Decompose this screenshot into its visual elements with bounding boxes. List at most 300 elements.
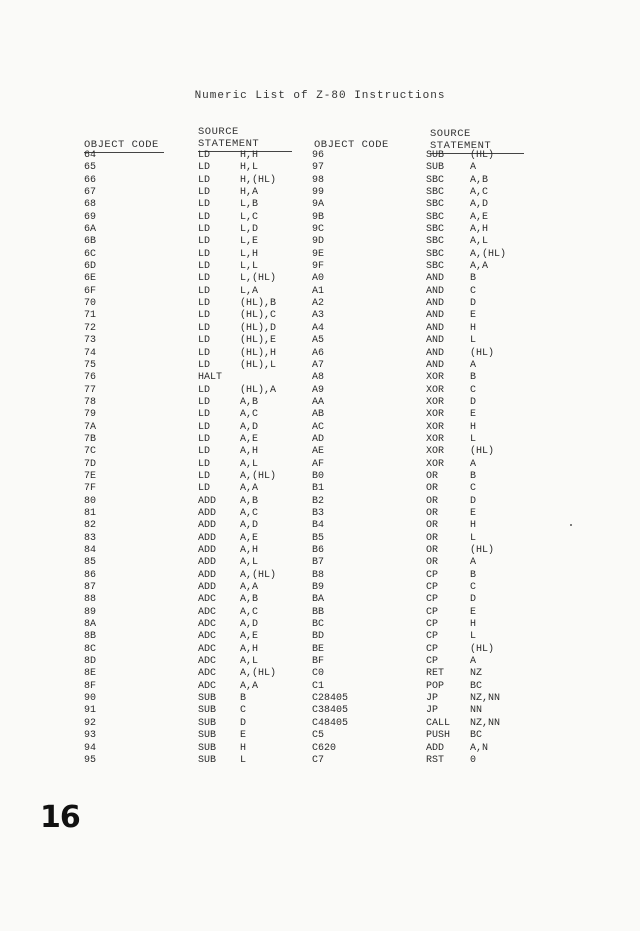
object-code: B2 — [312, 495, 325, 507]
object-code: C48405 — [312, 717, 349, 729]
object-code: AC — [312, 421, 325, 433]
operand: C — [470, 582, 477, 594]
operand: (HL) — [470, 347, 495, 359]
operand: A,A — [240, 483, 259, 495]
right-instruction-row — [312, 656, 552, 668]
mnemonic: AND — [426, 347, 445, 359]
mnemonic: CP — [426, 619, 439, 631]
right-instruction-row — [312, 385, 552, 397]
right-instruction-row — [312, 607, 552, 619]
operand: D — [470, 298, 477, 310]
operand: (HL),A — [240, 384, 277, 396]
object-code: B4 — [312, 520, 325, 532]
mnemonic: ADD — [198, 507, 217, 519]
operand: A — [470, 359, 477, 371]
mnemonic: ADC — [198, 643, 217, 655]
mnemonic: ADC — [198, 680, 217, 692]
object-code: 73 — [84, 335, 97, 347]
operand: A,(HL) — [240, 569, 277, 581]
object-code: 8F — [84, 680, 97, 692]
left-instruction-row — [84, 557, 304, 569]
page-number: 16 — [40, 800, 80, 835]
left-instruction-row — [84, 298, 304, 310]
left-source-label: SOURCE — [198, 126, 239, 138]
left-instruction-row — [84, 372, 304, 384]
operand: A,D — [240, 520, 259, 532]
mnemonic: AND — [426, 285, 445, 297]
object-code: A6 — [312, 347, 325, 359]
right-instruction-row — [312, 471, 552, 483]
operand: A,L — [240, 557, 259, 569]
mnemonic: SUB — [198, 705, 217, 717]
left-instruction-row — [84, 175, 304, 187]
mnemonic: HALT — [198, 372, 223, 384]
operand: L — [470, 433, 477, 445]
mnemonic: PUSH — [426, 730, 451, 742]
mnemonic: LD — [198, 211, 211, 223]
object-code: 81 — [84, 507, 97, 519]
left-statement-label: STATEMENT — [198, 138, 292, 152]
mnemonic: SBC — [426, 224, 445, 236]
mnemonic: SUB — [198, 730, 217, 742]
operand: A,A — [470, 261, 489, 273]
object-code: 6E — [84, 273, 97, 285]
left-instruction-row — [84, 212, 304, 224]
left-instruction-row — [84, 397, 304, 409]
mnemonic: RET — [426, 668, 445, 680]
operand: A,D — [470, 199, 489, 211]
right-instruction-row — [312, 249, 552, 261]
operand: A,(HL) — [240, 668, 277, 680]
operand: A,B — [240, 396, 259, 408]
mnemonic: LD — [198, 433, 211, 445]
right-instruction-row — [312, 730, 552, 742]
object-code: 96 — [312, 150, 325, 161]
operand: H — [470, 322, 477, 334]
mnemonic: ADD — [198, 557, 217, 569]
operand: C — [470, 285, 477, 297]
mnemonic: XOR — [426, 421, 445, 433]
right-instruction-row — [312, 570, 552, 582]
mnemonic: LD — [198, 421, 211, 433]
mnemonic: XOR — [426, 433, 445, 445]
object-code: 9F — [312, 261, 325, 273]
right-instruction-row — [312, 162, 552, 174]
object-code: C28405 — [312, 693, 349, 705]
object-code: 9D — [312, 236, 325, 248]
mnemonic: LD — [198, 162, 211, 174]
object-code: 8B — [84, 631, 97, 643]
operand: NZ,NN — [470, 693, 501, 705]
left-instruction-row — [84, 409, 304, 421]
operand: BC — [470, 680, 483, 692]
object-code: 85 — [84, 557, 97, 569]
mnemonic: LD — [198, 446, 211, 458]
object-code: 66 — [84, 174, 97, 186]
mnemonic: LD — [198, 236, 211, 248]
left-instruction-row — [84, 471, 304, 483]
left-instruction-row — [84, 150, 304, 162]
right-instruction-row — [312, 520, 552, 532]
left-instruction-row — [84, 644, 304, 656]
object-code: BD — [312, 631, 325, 643]
right-instruction-row — [312, 668, 552, 680]
object-code: 90 — [84, 693, 97, 705]
object-code: BC — [312, 619, 325, 631]
operand: H,H — [240, 150, 259, 161]
left-instruction-row — [84, 594, 304, 606]
mnemonic: LD — [198, 396, 211, 408]
mnemonic: XOR — [426, 409, 445, 421]
page-title: Numeric List of Z-80 Instructions — [194, 90, 446, 102]
mnemonic: LD — [198, 199, 211, 211]
right-instruction-row — [312, 360, 552, 372]
left-instruction-row — [84, 446, 304, 458]
operand: A,C — [240, 606, 259, 618]
operand: A,E — [240, 532, 259, 544]
right-instruction-row — [312, 755, 552, 767]
mnemonic: SBC — [426, 261, 445, 273]
operand: B — [470, 273, 477, 285]
object-code: 99 — [312, 187, 325, 199]
object-code: 6C — [84, 248, 97, 260]
operand: A,E — [240, 433, 259, 445]
operand: H — [470, 421, 477, 433]
mnemonic: LD — [198, 273, 211, 285]
mnemonic: OR — [426, 520, 439, 532]
left-instruction-row — [84, 631, 304, 643]
object-code: 7F — [84, 483, 97, 495]
operand: A,B — [470, 174, 489, 186]
right-instruction-row — [312, 681, 552, 693]
mnemonic: ADC — [198, 668, 217, 680]
mnemonic: AND — [426, 359, 445, 371]
operand: A,C — [470, 187, 489, 199]
object-code: A3 — [312, 310, 325, 322]
operand: A,L — [240, 656, 259, 668]
mnemonic: LD — [198, 310, 211, 322]
mnemonic: ADC — [198, 606, 217, 618]
left-instruction-row — [84, 310, 304, 322]
mnemonic: ADC — [198, 594, 217, 606]
object-code: B5 — [312, 532, 325, 544]
operand: B — [240, 693, 247, 705]
operand: A,H — [240, 643, 259, 655]
mnemonic: LD — [198, 224, 211, 236]
operand: D — [240, 717, 247, 729]
object-code: 79 — [84, 409, 97, 421]
right-instruction-row — [312, 422, 552, 434]
right-instruction-row — [312, 236, 552, 248]
mnemonic: OR — [426, 557, 439, 569]
left-instruction-row — [84, 533, 304, 545]
object-code: BF — [312, 656, 325, 668]
object-code: 86 — [84, 569, 97, 581]
operand: C — [470, 483, 477, 495]
mnemonic: LD — [198, 470, 211, 482]
operand: (HL),H — [240, 347, 277, 359]
left-instruction-row — [84, 385, 304, 397]
mnemonic: JP — [426, 705, 439, 717]
right-instruction-row — [312, 323, 552, 335]
right-instruction-row — [312, 619, 552, 631]
operand: H,(HL) — [240, 174, 277, 186]
object-code: A1 — [312, 285, 325, 297]
object-code: 7C — [84, 446, 97, 458]
right-instruction-row — [312, 459, 552, 471]
mnemonic: SBC — [426, 187, 445, 199]
operand: L,E — [240, 236, 259, 248]
left-instruction-row — [84, 619, 304, 631]
left-source-header — [198, 126, 292, 152]
object-code: 87 — [84, 582, 97, 594]
mnemonic: POP — [426, 680, 445, 692]
left-instruction-row — [84, 570, 304, 582]
operand: D — [470, 396, 477, 408]
left-instruction-row — [84, 199, 304, 211]
operand: A,N — [470, 742, 489, 754]
object-code: 65 — [84, 162, 97, 174]
operand: 0 — [470, 754, 477, 766]
left-instruction-list — [84, 150, 304, 767]
mnemonic: LD — [198, 384, 211, 396]
object-code: BB — [312, 606, 325, 618]
object-code: A4 — [312, 322, 325, 334]
operand: A,E — [470, 211, 489, 223]
mnemonic: AND — [426, 273, 445, 285]
object-code: AF — [312, 458, 325, 470]
right-instruction-row — [312, 496, 552, 508]
left-instruction-row — [84, 743, 304, 755]
operand: A,(HL) — [470, 248, 507, 260]
operand: (HL),B — [240, 298, 277, 310]
left-instruction-row — [84, 249, 304, 261]
right-instruction-row — [312, 483, 552, 495]
operand: E — [470, 507, 477, 519]
mnemonic: AND — [426, 298, 445, 310]
operand: (HL),L — [240, 359, 277, 371]
right-instruction-row — [312, 199, 552, 211]
right-instruction-row — [312, 582, 552, 594]
right-instruction-row — [312, 150, 552, 162]
operand: L,L — [240, 261, 259, 273]
mnemonic: LD — [198, 322, 211, 334]
right-instruction-row — [312, 693, 552, 705]
operand: A,B — [240, 495, 259, 507]
operand: L — [470, 335, 477, 347]
left-instruction-row — [84, 348, 304, 360]
object-code: 7E — [84, 470, 97, 482]
right-instruction-row — [312, 212, 552, 224]
mnemonic: OR — [426, 495, 439, 507]
mnemonic: XOR — [426, 384, 445, 396]
operand: (HL) — [470, 643, 495, 655]
operand: NZ — [470, 668, 483, 680]
operand: A,D — [240, 619, 259, 631]
right-instruction-row — [312, 446, 552, 458]
object-code: 6D — [84, 261, 97, 273]
mnemonic: ADC — [198, 631, 217, 643]
mnemonic: ADD — [198, 545, 217, 556]
mnemonic: CP — [426, 606, 439, 618]
mnemonic: ADC — [198, 656, 217, 668]
object-code: 7D — [84, 458, 97, 470]
operand: NZ,NN — [470, 717, 501, 729]
mnemonic: ADD — [426, 742, 445, 754]
operand: E — [240, 730, 247, 742]
object-code: C7 — [312, 754, 325, 766]
mnemonic: LD — [198, 285, 211, 297]
mnemonic: LD — [198, 483, 211, 495]
right-instruction-row — [312, 718, 552, 730]
mnemonic: OR — [426, 483, 439, 495]
operand: C — [470, 384, 477, 396]
operand: L,A — [240, 285, 259, 297]
operand: A,C — [240, 507, 259, 519]
right-instruction-row — [312, 372, 552, 384]
object-code: 9E — [312, 248, 325, 260]
mnemonic: SBC — [426, 174, 445, 186]
mnemonic: XOR — [426, 458, 445, 470]
object-code: 98 — [312, 174, 325, 186]
object-code: 68 — [84, 199, 97, 211]
mnemonic: OR — [426, 470, 439, 482]
right-instruction-list — [312, 150, 552, 767]
operand: A,E — [240, 631, 259, 643]
object-code: C38405 — [312, 705, 349, 717]
object-code: 7A — [84, 421, 97, 433]
operand: E — [470, 606, 477, 618]
operand: L,H — [240, 248, 259, 260]
object-code: A5 — [312, 335, 325, 347]
object-code: 9B — [312, 211, 325, 223]
operand: (HL),E — [240, 335, 277, 347]
object-code: B8 — [312, 569, 325, 581]
object-code: 77 — [84, 384, 97, 396]
left-instruction-row — [84, 236, 304, 248]
mnemonic: XOR — [426, 446, 445, 458]
mnemonic: AND — [426, 322, 445, 334]
object-code: B0 — [312, 470, 325, 482]
right-instruction-row — [312, 224, 552, 236]
object-code: 74 — [84, 347, 97, 359]
object-code: 6A — [84, 224, 97, 236]
right-instruction-row — [312, 348, 552, 360]
operand: (HL) — [470, 150, 495, 161]
operand: (HL),C — [240, 310, 277, 322]
mnemonic: LD — [198, 359, 211, 371]
left-instruction-row — [84, 545, 304, 557]
operand: L,D — [240, 224, 259, 236]
right-instruction-row — [312, 310, 552, 322]
mnemonic: SUB — [198, 754, 217, 766]
operand: L,B — [240, 199, 259, 211]
right-instruction-row — [312, 644, 552, 656]
object-code: 9A — [312, 199, 325, 211]
mnemonic: LD — [198, 347, 211, 359]
object-code: A0 — [312, 273, 325, 285]
mnemonic: AND — [426, 335, 445, 347]
right-instruction-row — [312, 705, 552, 717]
object-code: 93 — [84, 730, 97, 742]
left-instruction-row — [84, 508, 304, 520]
operand: D — [470, 594, 477, 606]
operand: A,H — [240, 545, 259, 556]
object-code: 88 — [84, 594, 97, 606]
left-instruction-row — [84, 656, 304, 668]
mnemonic: ADD — [198, 495, 217, 507]
right-object-label: OBJECT CODE — [314, 139, 389, 151]
right-instruction-row — [312, 434, 552, 446]
left-instruction-row — [84, 261, 304, 273]
mnemonic: CP — [426, 656, 439, 668]
object-code: 8E — [84, 668, 97, 680]
mnemonic: ADD — [198, 532, 217, 544]
right-instruction-row — [312, 508, 552, 520]
object-code: 8D — [84, 656, 97, 668]
operand: H — [470, 520, 477, 532]
mnemonic: SUB — [198, 717, 217, 729]
mnemonic: CP — [426, 594, 439, 606]
object-code: 8C — [84, 643, 97, 655]
operand: H — [240, 742, 247, 754]
operand: A — [470, 557, 477, 569]
operand: A,D — [240, 421, 259, 433]
operand: L,(HL) — [240, 273, 277, 285]
mnemonic: OR — [426, 532, 439, 544]
operand: L — [240, 754, 247, 766]
right-instruction-row — [312, 187, 552, 199]
left-instruction-row — [84, 755, 304, 767]
right-instruction-row — [312, 298, 552, 310]
object-code: A9 — [312, 384, 325, 396]
mnemonic: XOR — [426, 372, 445, 384]
object-code: C1 — [312, 680, 325, 692]
right-instruction-row — [312, 335, 552, 347]
mnemonic: LD — [198, 298, 211, 310]
operand: B — [470, 470, 477, 482]
operand: A,L — [240, 458, 259, 470]
left-instruction-row — [84, 224, 304, 236]
mnemonic: SUB — [426, 150, 445, 161]
mnemonic: SBC — [426, 236, 445, 248]
operand: BC — [470, 730, 483, 742]
right-instruction-row — [312, 273, 552, 285]
operand: H — [470, 619, 477, 631]
object-code: 92 — [84, 717, 97, 729]
object-code: 76 — [84, 372, 97, 384]
mnemonic: SUB — [198, 742, 217, 754]
right-source-label: SOURCE — [430, 128, 471, 140]
right-instruction-row — [312, 175, 552, 187]
operand: A,L — [470, 236, 489, 248]
object-code: 6B — [84, 236, 97, 248]
object-code: 95 — [84, 754, 97, 766]
mnemonic: OR — [426, 507, 439, 519]
object-code: 70 — [84, 298, 97, 310]
object-code: 75 — [84, 359, 97, 371]
operand: A — [470, 458, 477, 470]
mnemonic: SBC — [426, 199, 445, 211]
paper-speck — [570, 524, 572, 526]
object-code: 83 — [84, 532, 97, 544]
object-code: AE — [312, 446, 325, 458]
right-instruction-row — [312, 533, 552, 545]
object-code: C620 — [312, 742, 337, 754]
object-code: A8 — [312, 372, 325, 384]
mnemonic: SBC — [426, 211, 445, 223]
right-instruction-row — [312, 286, 552, 298]
